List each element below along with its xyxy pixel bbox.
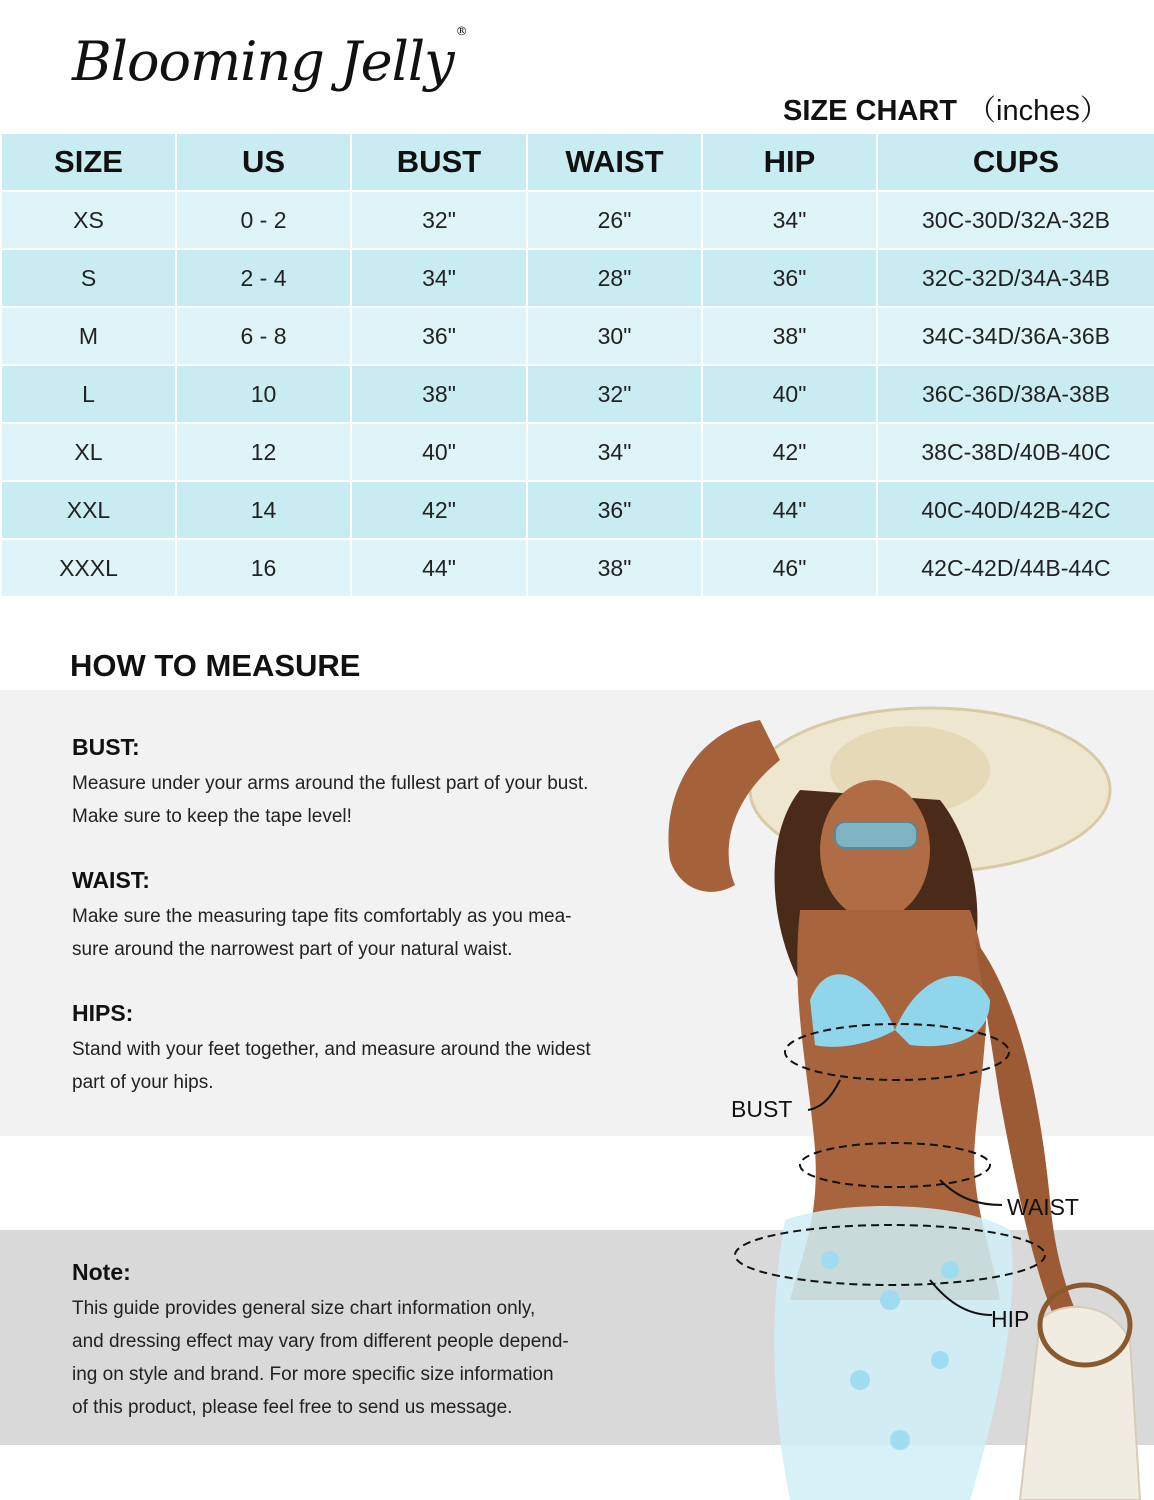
cell-cups: 38C-38D/40B-40C xyxy=(877,423,1154,481)
bust-instructions xyxy=(72,734,588,833)
header-size: SIZE xyxy=(1,133,176,191)
bust-line: Measure under your arms around the fullest part of your bust. xyxy=(72,773,589,794)
handbag xyxy=(1020,1307,1140,1500)
face xyxy=(820,780,930,920)
bust-label: BUST xyxy=(731,1096,793,1122)
cell-bust: 32" xyxy=(351,191,527,249)
size-table xyxy=(0,132,1154,598)
cell-cups: 30C-30D/32A-32B xyxy=(877,191,1154,249)
note-line: and dressing effect may vary from different people depend- xyxy=(72,1331,569,1352)
cell-us: 0 - 2 xyxy=(176,191,351,249)
cell-cups: 32C-32D/34A-34B xyxy=(877,249,1154,307)
cell-us: 10 xyxy=(176,365,351,423)
cell-bust: 34" xyxy=(351,249,527,307)
bust-line: Make sure to keep the tape level! xyxy=(72,806,352,827)
waist-line: Make sure the measuring tape fits comfortably as you mea- xyxy=(72,906,572,927)
cell-us: 2 - 4 xyxy=(176,249,351,307)
cell-us: 14 xyxy=(176,481,351,539)
cell-cups: 42C-42D/44B-44C xyxy=(877,539,1154,597)
cell-waist: 28" xyxy=(527,249,702,307)
sarong xyxy=(774,1206,1012,1500)
sunglasses xyxy=(835,822,917,848)
hips-heading: HIPS: xyxy=(72,1000,134,1026)
bust-heading: BUST: xyxy=(72,734,140,760)
header-waist: WAIST xyxy=(527,133,702,191)
cell-waist: 32" xyxy=(527,365,702,423)
model-photo xyxy=(640,700,1154,1500)
registered-mark: ® xyxy=(455,24,467,38)
logo-text: Blooming Jelly xyxy=(72,30,454,93)
waist-instructions xyxy=(72,867,572,966)
hip-label: HIP xyxy=(991,1306,1030,1332)
cell-size: XXL xyxy=(1,481,176,539)
cell-bust: 38" xyxy=(351,365,527,423)
table-row xyxy=(1,423,1154,481)
table-row xyxy=(1,249,1154,307)
table-row xyxy=(1,481,1154,539)
hips-line: Stand with your feet together, and measure around the widest xyxy=(72,1039,591,1060)
header-us: US xyxy=(176,133,351,191)
cell-cups: 34C-34D/36A-36B xyxy=(877,307,1154,365)
waist-heading: WAIST: xyxy=(72,867,150,893)
table-header-row xyxy=(1,133,1154,191)
cell-size: L xyxy=(1,365,176,423)
cell-size: XL xyxy=(1,423,176,481)
cell-bust: 40" xyxy=(351,423,527,481)
cell-hip: 34" xyxy=(702,191,877,249)
header-cups: CUPS xyxy=(877,133,1154,191)
brand-logo xyxy=(72,24,467,93)
cell-us: 6 - 8 xyxy=(176,307,351,365)
table-row xyxy=(1,191,1154,249)
cell-hip: 40" xyxy=(702,365,877,423)
note-heading: Note: xyxy=(72,1259,131,1285)
size-chart-unit: （inches） xyxy=(967,95,1109,127)
note-block xyxy=(72,1259,569,1424)
size-chart-title-text: SIZE CHART xyxy=(783,95,957,127)
cell-cups: 36C-36D/38A-38B xyxy=(877,365,1154,423)
cell-us: 16 xyxy=(176,539,351,597)
cell-waist: 34" xyxy=(527,423,702,481)
cell-waist: 36" xyxy=(527,481,702,539)
cell-size: S xyxy=(1,249,176,307)
size-chart-title xyxy=(783,88,1109,129)
table-row xyxy=(1,539,1154,597)
cell-size: XS xyxy=(1,191,176,249)
note-line: of this product, please feel free to send us message. xyxy=(72,1397,513,1418)
header-bust: BUST xyxy=(351,133,527,191)
cell-us: 12 xyxy=(176,423,351,481)
table-row xyxy=(1,307,1154,365)
note-line: ing on style and brand. For more specific size information xyxy=(72,1364,554,1385)
note-line: This guide provides general size chart information only, xyxy=(72,1298,536,1319)
cell-waist: 38" xyxy=(527,539,702,597)
cell-hip: 46" xyxy=(702,539,877,597)
cell-waist: 30" xyxy=(527,307,702,365)
hips-instructions xyxy=(72,1000,591,1099)
waist-label: WAIST xyxy=(1007,1194,1079,1220)
cell-size: XXXL xyxy=(1,539,176,597)
cell-bust: 36" xyxy=(351,307,527,365)
cell-bust: 42" xyxy=(351,481,527,539)
cell-size: M xyxy=(1,307,176,365)
cell-cups: 40C-40D/42B-42C xyxy=(877,481,1154,539)
cell-bust: 44" xyxy=(351,539,527,597)
cell-hip: 38" xyxy=(702,307,877,365)
cell-hip: 44" xyxy=(702,481,877,539)
header-hip: HIP xyxy=(702,133,877,191)
table-row xyxy=(1,365,1154,423)
cell-hip: 42" xyxy=(702,423,877,481)
waist-line: sure around the narrowest part of your natural waist. xyxy=(72,939,513,960)
cell-hip: 36" xyxy=(702,249,877,307)
cell-waist: 26" xyxy=(527,191,702,249)
hips-line: part of your hips. xyxy=(72,1072,214,1093)
how-to-measure-title: HOW TO MEASURE xyxy=(70,648,361,683)
